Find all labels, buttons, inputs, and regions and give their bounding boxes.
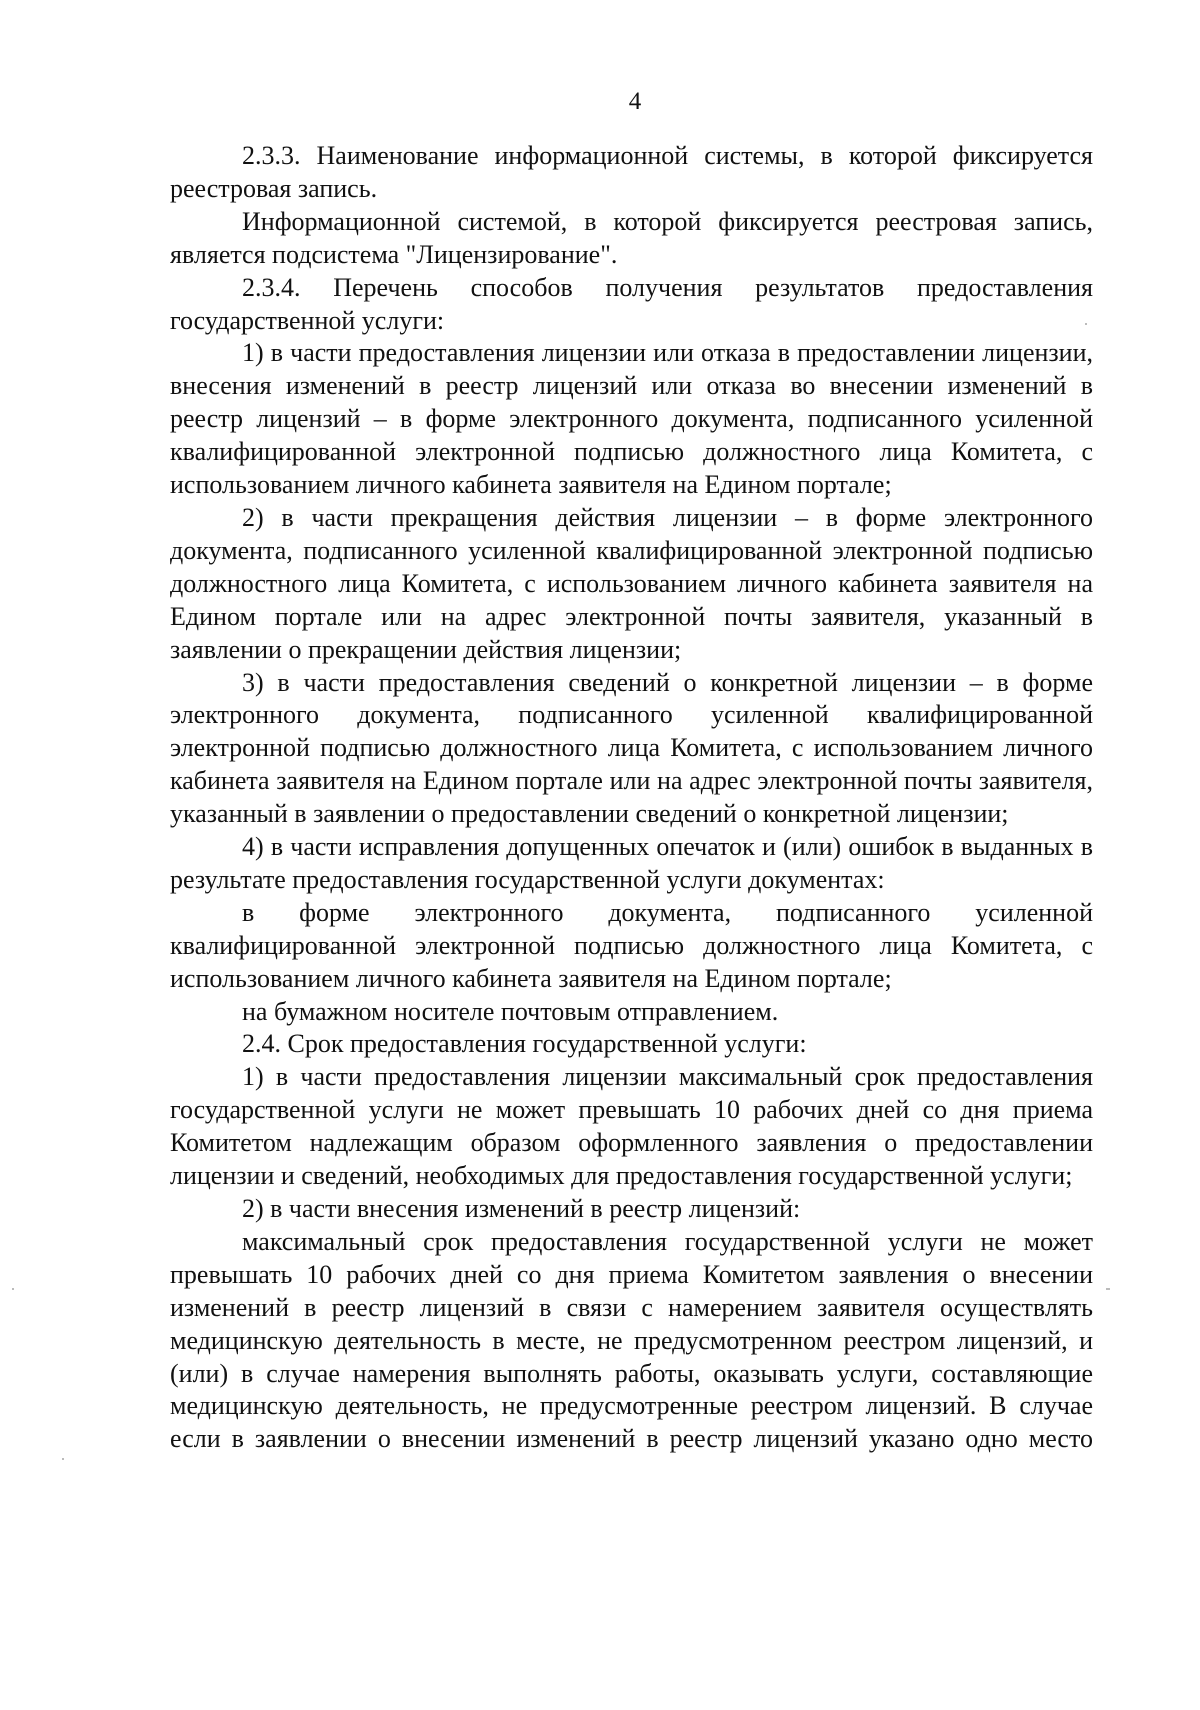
page-number: 4 — [628, 88, 642, 115]
list-item-4-electronic: в форме электронного документа, подписанного усиленной квалифицированной электронной подписью должностного лица Комитета, с использованием личного кабинета заявителя на Едином портале; — [170, 897, 1093, 993]
paragraph-2-4: 2.4. Срок предоставления государственной услуги: — [242, 1029, 807, 1059]
scan-speck — [1106, 1288, 1110, 1290]
scan-speck — [12, 1288, 14, 1290]
document-body — [170, 140, 1093, 1456]
list-item-2: 2) в части прекращения действия лицензии – в форме электронного документа, подписанного усиленной квалифицированной электронной подписью должностного лица Комитета, с использованием личного кабинета заявителя на Едином портале или на адрес электронной почты заявителя, указанный в заявлении о прекращении действия лицензии; — [170, 502, 1093, 664]
paragraph-2-3-4: 2.3.4. Перечень способов получения результатов предоставления государственной услуги: — [170, 272, 1093, 335]
term-item-2-details: максимальный срок предоставления государственной услуги не может превышать 10 рабочих дней со дня приема Комитетом заявления о внесении изменений в реестр лицензий в связи с намерением заявителя осуществлять медицинскую деятельность в месте, не предусмотренном реестром лицензий, и (или) в случае намерения выполнять работы, оказывать услуги, составляющие медицинскую деятельность, не предусмотренные реестром лицензий. В случае если в заявлении о внесении изменений в реестр лицензий указано одно место — [170, 1226, 1093, 1454]
scan-speck — [1085, 323, 1087, 325]
scan-speck — [62, 1458, 64, 1460]
list-item-1: 1) в части предоставления лицензии или отказа в предоставлении лицензии, внесения изменений в реестр лицензий или отказа во внесении изменений в реестр лицензий – в форме электронного документа, подписанного усиленной квалифицированной электронной подписью должностного лица Комитета, с использованием личного кабинета заявителя на Едином портале; — [170, 338, 1093, 500]
paragraph-2-3-3: 2.3.3. Наименование информационной системы, в которой фиксируется реестровая запись. — [170, 141, 1093, 203]
paragraph-information-system: Информационной системой, в которой фиксируется реестровая запись, является подсистема "Лицензирование". — [170, 206, 1093, 269]
list-item-4-paper: на бумажном носителе почтовым отправлением. — [242, 996, 779, 1026]
term-item-1: 1) в части предоставления лицензии максимальный срок предоставления государственной услуги не может превышать 10 рабочих дней со дня приема Комитетом надлежащим образом оформленного заявления о предоставлении лицензии и сведений, необходимых для предоставления государственной услуги; — [170, 1062, 1093, 1191]
list-item-4: 4) в части исправления допущенных опечаток и (или) ошибок в выданных в результате предоставления государственной услуги документах: — [170, 832, 1093, 894]
term-item-2: 2) в части внесения изменений в реестр лицензий: — [242, 1194, 801, 1223]
list-item-3: 3) в части предоставления сведений о конкретной лицензии – в форме электронного документа, подписанного усиленной квалифицированной электронной подписью должностного лица Комитета, с использованием личного кабинета заявителя на Едином портале или на адрес электронной почты заявителя, указанный в заявлении о предоставлении сведений о конкретной лицензии; — [170, 667, 1093, 829]
